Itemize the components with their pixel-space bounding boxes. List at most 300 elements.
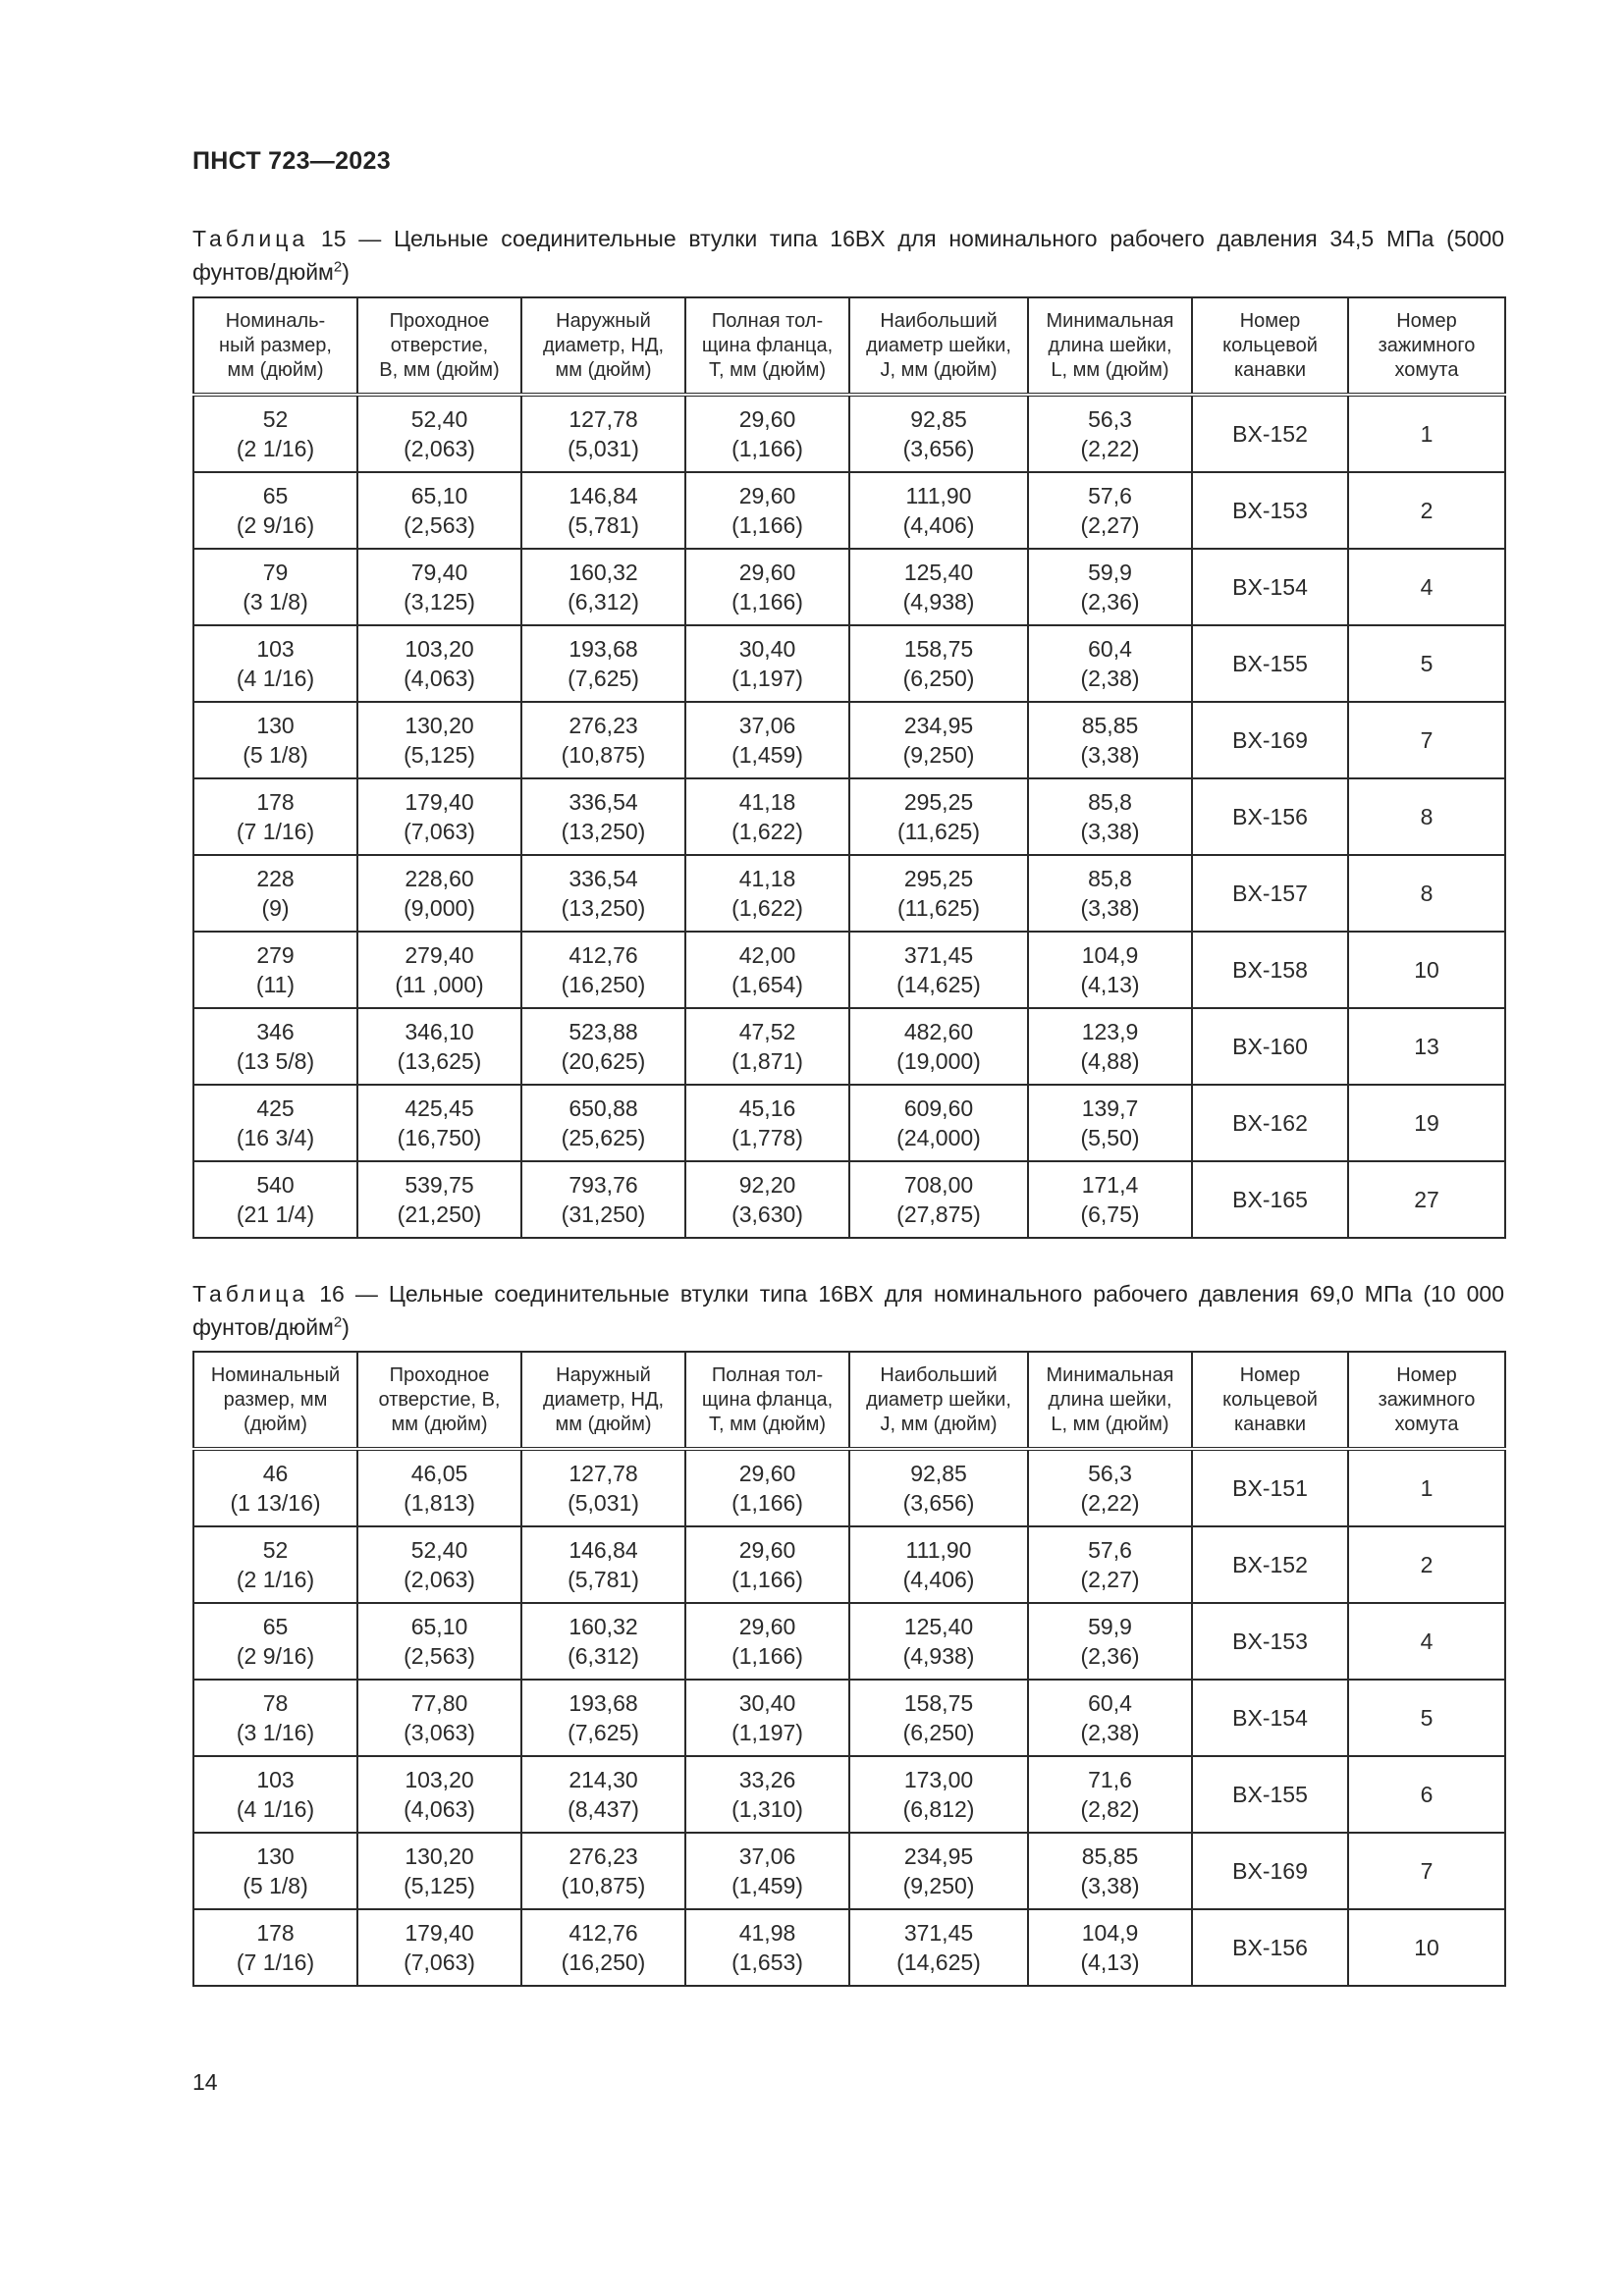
cell-value-inch: (1,166) bbox=[731, 436, 803, 461]
cell-value-inch: (31,250) bbox=[561, 1201, 646, 1227]
cell-value-inch: (1 13/16) bbox=[230, 1490, 321, 1516]
column-header-line: щина фланца, bbox=[701, 334, 834, 356]
cell-value-mm: 125,40 bbox=[903, 1614, 974, 1639]
table-cell bbox=[1028, 1603, 1192, 1680]
cell-value-inch: (5,50) bbox=[1080, 1125, 1140, 1150]
cell-value-inch: (1,166) bbox=[731, 1490, 803, 1516]
cell-value-mm: BX-156 bbox=[1232, 1935, 1308, 1960]
cell-value-inch: (11) bbox=[255, 972, 296, 997]
table-cell bbox=[1348, 395, 1505, 472]
table-row bbox=[193, 1449, 1505, 1526]
cell-value-inch: (13,625) bbox=[397, 1048, 482, 1074]
cell-value-inch: (1,166) bbox=[731, 1643, 803, 1669]
cell-value-inch: (10,875) bbox=[561, 1873, 646, 1898]
table-15 bbox=[192, 296, 1506, 1239]
table-cell bbox=[1192, 1008, 1348, 1085]
cell-value-mm: 8 bbox=[1420, 881, 1434, 906]
table-cell bbox=[1192, 778, 1348, 855]
cell-value-mm: 59,9 bbox=[1088, 1614, 1132, 1639]
table-cell bbox=[521, 1085, 685, 1161]
cell-value-mm: 234,95 bbox=[903, 1843, 974, 1869]
table-cell bbox=[521, 702, 685, 778]
table-cell bbox=[849, 625, 1028, 702]
cell-value-inch: (2,563) bbox=[404, 512, 475, 538]
column-header-line: мм (дюйм) bbox=[227, 358, 324, 381]
cell-value-mm: BX-156 bbox=[1232, 804, 1308, 829]
cell-value-mm: 79 bbox=[262, 560, 289, 585]
cell-value-mm: 523,88 bbox=[568, 1019, 638, 1044]
column-header bbox=[1028, 1352, 1192, 1449]
cell-value-mm: BX-153 bbox=[1232, 1629, 1308, 1654]
cell-value-mm: 29,60 bbox=[738, 560, 796, 585]
column-header-line: хомута bbox=[1394, 358, 1459, 381]
table-cell bbox=[357, 549, 521, 625]
table-row bbox=[193, 1909, 1505, 1986]
column-header-line: Номиналь- bbox=[225, 309, 326, 332]
column-header-line: кольцевой bbox=[1222, 1388, 1318, 1411]
cell-value-mm: 1 bbox=[1420, 421, 1434, 447]
table-cell bbox=[521, 1603, 685, 1680]
cell-value-inch: (10,875) bbox=[561, 742, 646, 768]
cell-value-mm: 52,40 bbox=[410, 1537, 468, 1563]
table-cell bbox=[193, 1680, 357, 1756]
cell-value-mm: 412,76 bbox=[568, 1920, 638, 1946]
column-header-line: Проходное bbox=[389, 1363, 490, 1386]
cell-value-mm: 60,4 bbox=[1088, 1690, 1132, 1716]
table-cell bbox=[521, 395, 685, 472]
table-cell bbox=[849, 855, 1028, 932]
cell-value-mm: 127,78 bbox=[568, 1461, 638, 1486]
cell-value-inch: (3 1/16) bbox=[236, 1720, 315, 1745]
table-cell bbox=[193, 1603, 357, 1680]
cell-value-mm: 346,10 bbox=[405, 1019, 474, 1044]
table-cell bbox=[357, 1603, 521, 1680]
cell-value-inch: (1,166) bbox=[731, 1567, 803, 1592]
cell-value-mm: 65 bbox=[262, 1614, 289, 1639]
table-cell bbox=[1192, 1085, 1348, 1161]
cell-value-mm: 111,90 bbox=[905, 1537, 972, 1563]
cell-value-inch: (1,166) bbox=[731, 589, 803, 614]
cell-value-inch: (6,250) bbox=[902, 1720, 975, 1745]
table-cell bbox=[357, 1680, 521, 1756]
table-cell bbox=[193, 625, 357, 702]
table-cell bbox=[685, 1008, 849, 1085]
cell-value-mm: 482,60 bbox=[903, 1019, 974, 1044]
table-cell bbox=[357, 702, 521, 778]
cell-value-mm: 13 bbox=[1414, 1034, 1439, 1059]
cell-value-inch: (21 1/4) bbox=[236, 1201, 315, 1227]
column-header-line: зажимного bbox=[1378, 334, 1476, 356]
table-cell bbox=[849, 472, 1028, 549]
column-header-line: диаметр, НД, bbox=[542, 334, 665, 356]
cell-value-mm: 41,18 bbox=[738, 789, 796, 815]
cell-value-inch: (5,781) bbox=[568, 1567, 639, 1592]
cell-value-mm: 1 bbox=[1420, 1475, 1434, 1501]
cell-value-inch: (4,406) bbox=[902, 512, 975, 538]
table-cell bbox=[685, 1085, 849, 1161]
cell-value-inch: (24,000) bbox=[896, 1125, 981, 1150]
caption-label: Таблица bbox=[192, 1281, 309, 1307]
cell-value-mm: 539,75 bbox=[405, 1172, 474, 1198]
table-cell bbox=[193, 395, 357, 472]
table-cell bbox=[1348, 1680, 1505, 1756]
column-header-line: Номер bbox=[1239, 309, 1301, 332]
cell-value-mm: 178 bbox=[256, 1920, 295, 1946]
cell-value-mm: 214,30 bbox=[568, 1767, 638, 1792]
column-header-line: диаметр шейки, bbox=[866, 1388, 1011, 1411]
cell-value-mm: 103 bbox=[256, 636, 295, 662]
cell-value-mm: 540 bbox=[256, 1172, 295, 1198]
column-header-line: Номинальный bbox=[210, 1363, 341, 1386]
cell-value-mm: BX-152 bbox=[1232, 1552, 1308, 1577]
cell-value-mm: 276,23 bbox=[568, 1843, 638, 1869]
table-cell bbox=[1348, 778, 1505, 855]
cell-value-mm: 65,10 bbox=[410, 1614, 468, 1639]
column-header-line: Минимальная bbox=[1046, 309, 1174, 332]
table-cell bbox=[1028, 778, 1192, 855]
cell-value-inch: (7,063) bbox=[404, 1949, 475, 1975]
cell-value-mm: 130 bbox=[256, 1843, 295, 1869]
cell-value-mm: 193,68 bbox=[568, 636, 638, 662]
table-cell bbox=[1028, 1161, 1192, 1238]
cell-value-inch: (2,063) bbox=[404, 436, 475, 461]
cell-value-inch: (3 1/8) bbox=[243, 589, 308, 614]
page-number: 14 bbox=[192, 2069, 218, 2095]
column-header-line: длина шейки, bbox=[1048, 1388, 1172, 1411]
cell-value-mm: 146,84 bbox=[568, 483, 638, 508]
column-header-line: (дюйм) bbox=[244, 1413, 307, 1435]
cell-value-mm: 708,00 bbox=[903, 1172, 974, 1198]
column-header-line: T, мм (дюйм) bbox=[708, 1413, 827, 1435]
cell-value-mm: 56,3 bbox=[1088, 1461, 1132, 1486]
table-cell bbox=[849, 1833, 1028, 1909]
cell-value-inch: (3,38) bbox=[1080, 742, 1140, 768]
cell-value-mm: 85,85 bbox=[1081, 713, 1139, 738]
cell-value-inch: (1,654) bbox=[731, 972, 803, 997]
cell-value-mm: 41,98 bbox=[738, 1920, 796, 1946]
cell-value-inch: (2 9/16) bbox=[236, 1643, 315, 1669]
column-header bbox=[521, 1352, 685, 1449]
table-cell bbox=[1028, 855, 1192, 932]
table-row bbox=[193, 1008, 1505, 1085]
table-cell bbox=[521, 472, 685, 549]
table-cell bbox=[357, 1833, 521, 1909]
cell-value-mm: 371,45 bbox=[903, 942, 974, 968]
table-cell bbox=[849, 1161, 1028, 1238]
table-cell bbox=[849, 702, 1028, 778]
cell-value-inch: (7,625) bbox=[568, 1720, 639, 1745]
cell-value-mm: 65,10 bbox=[410, 483, 468, 508]
cell-value-mm: 29,60 bbox=[738, 1537, 796, 1563]
cell-value-mm: 425 bbox=[256, 1095, 295, 1121]
table-16 bbox=[192, 1351, 1506, 1987]
column-header bbox=[357, 1352, 521, 1449]
cell-value-inch: (5 1/8) bbox=[243, 742, 308, 768]
table-cell bbox=[357, 1756, 521, 1833]
cell-value-mm: 125,40 bbox=[903, 560, 974, 585]
table-cell bbox=[1192, 1161, 1348, 1238]
cell-value-inch: (9,250) bbox=[902, 742, 975, 768]
cell-value-mm: 71,6 bbox=[1088, 1767, 1132, 1792]
cell-value-inch: (5,031) bbox=[568, 436, 639, 461]
table-cell bbox=[1192, 472, 1348, 549]
cell-value-inch: (6,75) bbox=[1080, 1201, 1140, 1227]
table-row bbox=[193, 549, 1505, 625]
cell-value-mm: 77,80 bbox=[410, 1690, 468, 1716]
table-cell bbox=[357, 1161, 521, 1238]
cell-value-mm: 29,60 bbox=[738, 1461, 796, 1486]
caption-text: 15 — Цельные соединительные втулки типа 16BX для номинального рабочего давления 34,5 МПа (5000 фунтов/дюйм bbox=[192, 226, 1504, 285]
cell-value-mm: 193,68 bbox=[568, 1690, 638, 1716]
table-cell bbox=[1348, 625, 1505, 702]
cell-value-mm: 42,00 bbox=[738, 942, 796, 968]
table-cell bbox=[1192, 1833, 1348, 1909]
table-row bbox=[193, 1526, 1505, 1603]
table-cell bbox=[1348, 702, 1505, 778]
cell-value-inch: (1,813) bbox=[404, 1490, 475, 1516]
table-cell bbox=[521, 1161, 685, 1238]
cell-value-mm: 92,85 bbox=[910, 406, 967, 432]
cell-value-inch: (27,875) bbox=[896, 1201, 981, 1227]
table-row bbox=[193, 1833, 1505, 1909]
table-cell bbox=[849, 1909, 1028, 1986]
table-cell bbox=[1028, 1526, 1192, 1603]
table-cell bbox=[193, 472, 357, 549]
cell-value-mm: 371,45 bbox=[903, 1920, 974, 1946]
cell-value-mm: 56,3 bbox=[1088, 406, 1132, 432]
cell-value-inch: (3,125) bbox=[404, 589, 475, 614]
cell-value-inch: (9) bbox=[261, 895, 290, 921]
cell-value-inch: (1,778) bbox=[731, 1125, 803, 1150]
table-cell bbox=[193, 932, 357, 1008]
cell-value-mm: 5 bbox=[1420, 651, 1434, 676]
table-cell bbox=[1348, 1449, 1505, 1526]
table-cell bbox=[357, 1909, 521, 1986]
cell-value-mm: 279,40 bbox=[405, 942, 474, 968]
document-code: ПНСТ 723—2023 bbox=[192, 147, 391, 175]
cell-value-inch: (16,250) bbox=[561, 1949, 646, 1975]
cell-value-mm: 104,9 bbox=[1081, 942, 1139, 968]
cell-value-mm: BX-169 bbox=[1232, 727, 1308, 753]
cell-value-mm: 228,60 bbox=[405, 866, 474, 891]
cell-value-inch: (1,459) bbox=[731, 1873, 803, 1898]
cell-value-inch: (1,622) bbox=[731, 819, 803, 844]
table-row bbox=[193, 1085, 1505, 1161]
cell-value-inch: (4,88) bbox=[1080, 1048, 1140, 1074]
table-cell bbox=[1192, 1909, 1348, 1986]
cell-value-inch: (21,250) bbox=[397, 1201, 482, 1227]
table-cell bbox=[193, 702, 357, 778]
cell-value-mm: 650,88 bbox=[568, 1095, 638, 1121]
cell-value-inch: (2,27) bbox=[1080, 1567, 1140, 1592]
cell-value-mm: BX-152 bbox=[1232, 421, 1308, 447]
table-cell bbox=[849, 1526, 1028, 1603]
cell-value-inch: (2,22) bbox=[1080, 1490, 1140, 1516]
table-cell bbox=[849, 395, 1028, 472]
cell-value-inch: (6,312) bbox=[568, 1643, 639, 1669]
cell-value-mm: 4 bbox=[1420, 1629, 1434, 1654]
table-cell bbox=[521, 1756, 685, 1833]
cell-value-mm: 412,76 bbox=[568, 942, 638, 968]
table-cell bbox=[1028, 932, 1192, 1008]
cell-value-mm: BX-165 bbox=[1232, 1187, 1308, 1212]
cell-value-mm: 52 bbox=[262, 1537, 289, 1563]
cell-value-inch: (16,250) bbox=[561, 972, 646, 997]
cell-value-inch: (5,031) bbox=[568, 1490, 639, 1516]
cell-value-mm: 10 bbox=[1414, 957, 1439, 983]
cell-value-mm: 57,6 bbox=[1088, 1537, 1132, 1563]
column-header bbox=[685, 1352, 849, 1449]
table-cell bbox=[193, 778, 357, 855]
table-cell bbox=[193, 1161, 357, 1238]
cell-value-inch: (2,22) bbox=[1080, 436, 1140, 461]
table-cell bbox=[1028, 1833, 1192, 1909]
table-cell bbox=[1348, 1085, 1505, 1161]
column-header-line: отверстие, bbox=[390, 334, 489, 356]
cell-value-inch: (4,406) bbox=[902, 1567, 975, 1592]
cell-value-mm: 295,25 bbox=[903, 866, 974, 891]
cell-value-mm: 7 bbox=[1420, 727, 1434, 753]
table-row bbox=[193, 1756, 1505, 1833]
cell-value-inch: (5,125) bbox=[404, 742, 475, 768]
cell-value-mm: 30,40 bbox=[738, 1690, 796, 1716]
cell-value-inch: (4 1/16) bbox=[236, 1796, 315, 1822]
cell-value-mm: 336,54 bbox=[568, 866, 638, 891]
cell-value-mm: 139,7 bbox=[1081, 1095, 1139, 1121]
cell-value-mm: 29,60 bbox=[738, 406, 796, 432]
cell-value-inch: (2,82) bbox=[1080, 1796, 1140, 1822]
cell-value-inch: (1,197) bbox=[731, 1720, 803, 1745]
column-header bbox=[193, 297, 357, 395]
cell-value-mm: 85,85 bbox=[1081, 1843, 1139, 1869]
cell-value-inch: (1,197) bbox=[731, 666, 803, 691]
cell-value-mm: 59,9 bbox=[1088, 560, 1132, 585]
cell-value-mm: 127,78 bbox=[568, 406, 638, 432]
cell-value-mm: BX-158 bbox=[1232, 957, 1308, 983]
column-header-line: щина фланца, bbox=[701, 1388, 834, 1411]
column-header-line: Проходное bbox=[389, 309, 490, 332]
table-cell bbox=[1028, 1085, 1192, 1161]
cell-value-mm: 179,40 bbox=[405, 1920, 474, 1946]
cell-value-mm: 92,20 bbox=[738, 1172, 796, 1198]
table-cell bbox=[1192, 932, 1348, 1008]
table-cell bbox=[193, 1449, 357, 1526]
column-header-line: диаметр шейки, bbox=[866, 334, 1011, 356]
cell-value-inch: (3,063) bbox=[404, 1720, 475, 1745]
cell-value-mm: 173,00 bbox=[903, 1767, 974, 1792]
cell-value-mm: 57,6 bbox=[1088, 483, 1132, 508]
cell-value-inch: (4,938) bbox=[902, 1643, 975, 1669]
table-cell bbox=[849, 778, 1028, 855]
cell-value-inch: (11,625) bbox=[897, 819, 980, 844]
table-cell bbox=[1348, 855, 1505, 932]
table-cell bbox=[193, 855, 357, 932]
table-cell bbox=[685, 1833, 849, 1909]
table-row bbox=[193, 1680, 1505, 1756]
table-cell bbox=[685, 1161, 849, 1238]
cell-value-mm: 123,9 bbox=[1081, 1019, 1139, 1044]
column-header bbox=[685, 297, 849, 395]
cell-value-inch: (3,630) bbox=[731, 1201, 803, 1227]
cell-value-inch: (3,656) bbox=[902, 436, 975, 461]
table-16-caption bbox=[192, 1277, 1504, 1344]
table-cell bbox=[357, 1008, 521, 1085]
cell-value-mm: 45,16 bbox=[738, 1095, 796, 1121]
table-cell bbox=[849, 1085, 1028, 1161]
table-cell bbox=[357, 932, 521, 1008]
table-cell bbox=[685, 625, 849, 702]
column-header-line: канавки bbox=[1233, 358, 1307, 381]
cell-value-mm: 160,32 bbox=[568, 560, 638, 585]
table-cell bbox=[1028, 1909, 1192, 1986]
column-header bbox=[1348, 1352, 1505, 1449]
column-header bbox=[849, 297, 1028, 395]
table-cell bbox=[685, 932, 849, 1008]
header-row bbox=[193, 297, 1505, 395]
table-cell bbox=[1192, 1449, 1348, 1526]
cell-value-mm: 103,20 bbox=[405, 636, 474, 662]
cell-value-inch: (8,437) bbox=[568, 1796, 639, 1822]
column-header-line: зажимного bbox=[1378, 1388, 1476, 1411]
cell-value-mm: 146,84 bbox=[568, 1537, 638, 1563]
table-row bbox=[193, 472, 1505, 549]
cell-value-inch: (7,625) bbox=[568, 666, 639, 691]
cell-value-mm: BX-154 bbox=[1232, 574, 1308, 600]
cell-value-inch: (2,38) bbox=[1080, 1720, 1140, 1745]
cell-value-mm: 609,60 bbox=[903, 1095, 974, 1121]
table-cell bbox=[685, 1526, 849, 1603]
table-row bbox=[193, 932, 1505, 1008]
cell-value-inch: (2,38) bbox=[1080, 666, 1140, 691]
cell-value-mm: 46 bbox=[262, 1461, 289, 1486]
cell-value-mm: 29,60 bbox=[738, 1614, 796, 1639]
table-cell bbox=[1192, 1680, 1348, 1756]
cell-value-inch: (6,250) bbox=[902, 666, 975, 691]
cell-value-inch: (4,13) bbox=[1080, 972, 1140, 997]
table-cell bbox=[849, 1756, 1028, 1833]
table-cell bbox=[1192, 625, 1348, 702]
table-cell bbox=[357, 472, 521, 549]
table-cell bbox=[1348, 1526, 1505, 1603]
cell-value-mm: 160,32 bbox=[568, 1614, 638, 1639]
table-cell bbox=[1192, 1756, 1348, 1833]
column-header bbox=[193, 1352, 357, 1449]
column-header-line: Наибольший bbox=[880, 309, 998, 332]
cell-value-inch: (9,000) bbox=[404, 895, 475, 921]
table-cell bbox=[357, 395, 521, 472]
table-cell bbox=[357, 625, 521, 702]
cell-value-mm: 793,76 bbox=[568, 1172, 638, 1198]
table-cell bbox=[521, 1008, 685, 1085]
table-row bbox=[193, 625, 1505, 702]
cell-value-inch: (19,000) bbox=[896, 1048, 981, 1074]
table-cell bbox=[1192, 395, 1348, 472]
cell-value-inch: (5 1/8) bbox=[243, 1873, 308, 1898]
table-cell bbox=[521, 625, 685, 702]
table-cell bbox=[1348, 1603, 1505, 1680]
table-cell bbox=[849, 1008, 1028, 1085]
table-cell bbox=[1028, 625, 1192, 702]
table-cell bbox=[849, 932, 1028, 1008]
cell-value-inch: (16,750) bbox=[397, 1125, 482, 1150]
cell-value-inch: (14,625) bbox=[896, 1949, 981, 1975]
cell-value-inch: (7 1/16) bbox=[236, 819, 315, 844]
cell-value-mm: BX-153 bbox=[1232, 498, 1308, 523]
cell-value-mm: 104,9 bbox=[1081, 1920, 1139, 1946]
column-header bbox=[521, 297, 685, 395]
cell-value-mm: BX-155 bbox=[1232, 651, 1308, 676]
column-header-line: Наибольший bbox=[880, 1363, 998, 1386]
